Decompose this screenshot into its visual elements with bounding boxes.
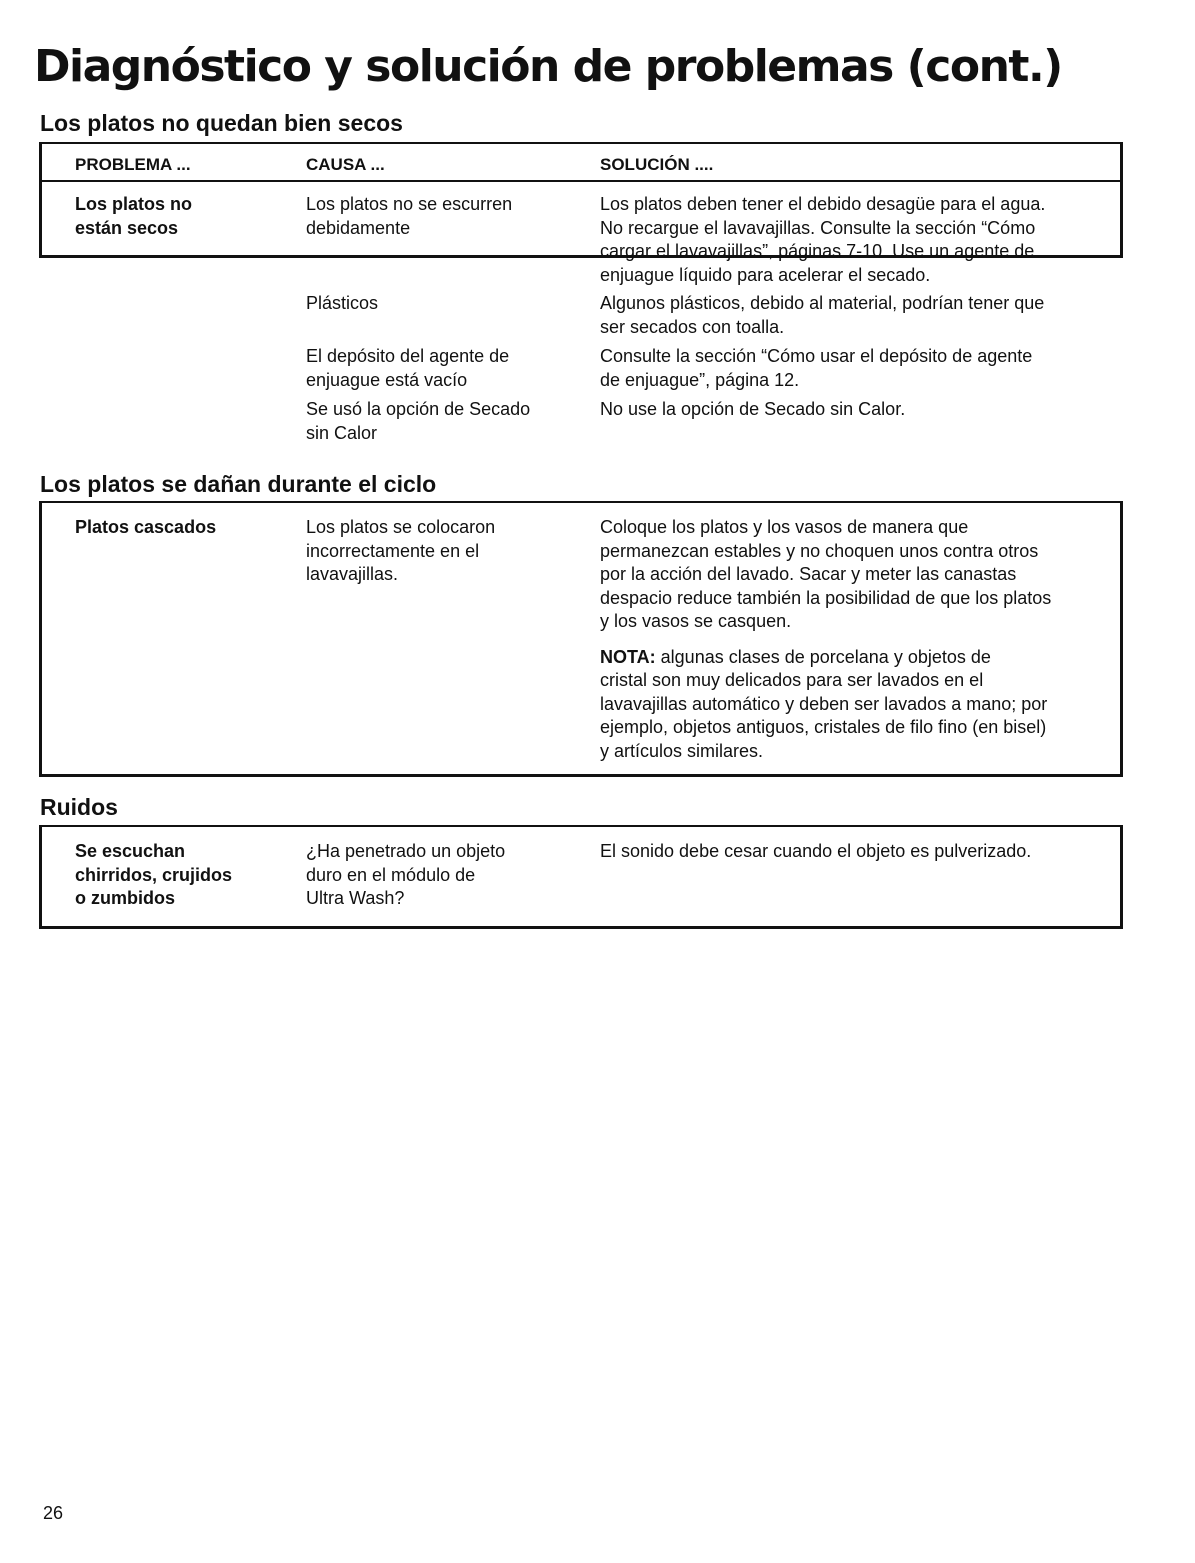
problem-cell: Se escuchan chirridos, crujidos o zumbidos (75, 841, 233, 908)
solution-4: No use la opción de Secado sin Calor. (600, 399, 906, 419)
problem-cell: Los platos no están secos (75, 194, 192, 238)
solution-3: Consulte la sección “Cómo usar el depósito de agente de enjuague”, página 12. (600, 346, 1033, 390)
problem-cell: Platos cascados (75, 517, 217, 537)
page-title: Diagnóstico y solución de problemas (cont.) (34, 41, 1062, 92)
solution-2: Algunos plásticos, debido al material, podrían tener que ser secados con toalla. (600, 293, 1045, 337)
cause-2: Plásticos (306, 293, 379, 313)
page-number: 26 (43, 1503, 64, 1523)
header-solucion: SOLUCIÓN .... (600, 155, 714, 174)
section-heading-damage: Los platos se dañan durante el ciclo (40, 471, 437, 497)
table-noise (39, 825, 1123, 929)
table-drying (39, 142, 1123, 443)
solution-cell: Coloque los platos y los vasos de manera que permanezcan estables y no choquen unos contra otros por la acción del lavado. Sacar y meter las canastas despacio reduce también la posibilidad de que los platos y los vasos se casquen. NOTA: algunas clases de porcelana y objetos de cristal son muy delicados para ser lavados en el lavavajillas automático y deben ser lavados a mano; por ejemplo, objetos antiguos, cristales de filo fino (en bisel) y artículos similares. (600, 516, 1120, 763)
solution-cell: El sonido debe cesar cuando el objeto es pulverizado. (600, 841, 1032, 861)
cause-cell: Los platos se colocaron incorrectamente en el lavavajillas. (306, 517, 496, 584)
section-heading-drying: Los platos no quedan bien secos (40, 110, 403, 136)
cause-cell: ¿Ha penetrado un objeto duro en el módulo de Ultra Wash? (306, 841, 506, 908)
header-causa: CAUSA ... (306, 155, 385, 174)
note-paragraph: NOTA: algunas clases de porcelana y objetos de cristal son muy delicados para ser lavados en el lavavajillas automático y deben ser lavados a mano; por ejemplo, objetos antiguos, cristales de filo fino (en bisel) y artículos similares. (600, 646, 1048, 761)
section-heading-noise: Ruidos (40, 794, 118, 820)
header-problema: PROBLEMA ... (75, 155, 191, 174)
cause-4: Se usó la opción de Secado sin Calor (306, 399, 531, 443)
cause-3: El depósito del agente de enjuague está vacío (306, 346, 510, 390)
note-label: NOTA: (600, 646, 656, 667)
solution-1: Los platos deben tener el debido desagüe para el agua. No recargue el lavavajillas. Consulte la sección “Cómo cargar el lavavajillas”, páginas 7-10. Use un agente de enjuague líquido para acelerar el secado. (600, 194, 1046, 285)
table-header (42, 144, 1120, 182)
cause-1: Los platos no se escurren debidamente (306, 194, 513, 238)
table-damage (39, 501, 1123, 777)
